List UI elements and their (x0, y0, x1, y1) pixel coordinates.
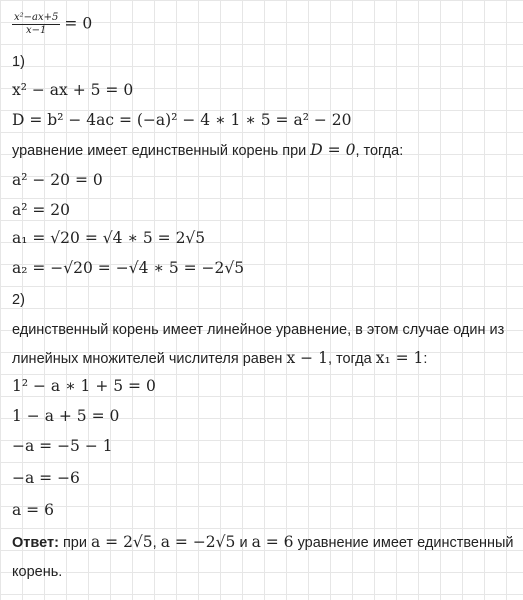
substitution-equation: 1² − a ∗ 1 + 5 = 0 (12, 377, 156, 395)
answer-and: и (239, 535, 248, 551)
linear-text-2-a: линейных множителей числителя равен (12, 351, 283, 367)
linear-factor: x − 1 (286, 349, 328, 367)
quadratic-equation: x² − ax + 5 = 0 (12, 81, 134, 99)
equation-a2-eq-20: a² = 20 (12, 201, 71, 219)
answer-end: корень. (12, 564, 63, 580)
fraction-numerator: x²−ax+5 (14, 12, 59, 23)
answer-label: Ответ: (12, 535, 59, 551)
a-result: a = 6 (12, 501, 54, 519)
simplified-equation: 1 − a + 5 = 0 (12, 407, 120, 425)
linear-text-2 (12, 348, 427, 369)
root-x1: x₁ = 1 (375, 349, 424, 367)
condition-d: D = 0 (310, 141, 356, 159)
root-a2: a₂ = −√20 = −√4 ∗ 5 = −2√5 (12, 259, 245, 277)
answer-post: уравнение имеет единственный (297, 535, 514, 551)
condition-text-main: уравнение имеет единственный корень при (12, 143, 307, 159)
linear-text-2-c: , тогда (327, 351, 372, 367)
condition-text-end: , тогда: (355, 143, 404, 159)
root-a1: a₁ = √20 = √4 ∗ 5 = 2√5 (12, 229, 206, 247)
minus-a-equation: −a = −5 − 1 (12, 437, 113, 455)
answer-value-3: a = 6 (251, 533, 294, 551)
answer-value-2: a = −2√5 (160, 533, 236, 551)
answer-value-1: a = 2√5 (90, 533, 153, 551)
linear-text-1: единственный корень имеет линейное уравнение, в этом случае один из (12, 322, 505, 338)
minus-a-result: −a = −6 (12, 469, 80, 487)
discriminant-line: D = b² − 4ac = (−a)² − 4 ∗ 1 ∗ 5 = a² − 20 (12, 111, 352, 129)
part-1-label: 1) (12, 54, 25, 70)
equation-a2-minus-20: a² − 20 = 0 (12, 171, 103, 189)
part-2-label: 2) (12, 292, 25, 308)
main-equation (12, 12, 92, 37)
fraction-denominator: x−1 (25, 25, 47, 36)
fraction (12, 12, 60, 37)
linear-text-2-colon: : (423, 351, 428, 367)
answer-pre: при (62, 535, 87, 551)
equation-rhs: = 0 (64, 14, 93, 33)
condition-text (12, 140, 403, 161)
answer-line: Ответ: при a = 2√5, a = −2√5 и a = 6 уравнение имеет единственный (12, 533, 514, 551)
